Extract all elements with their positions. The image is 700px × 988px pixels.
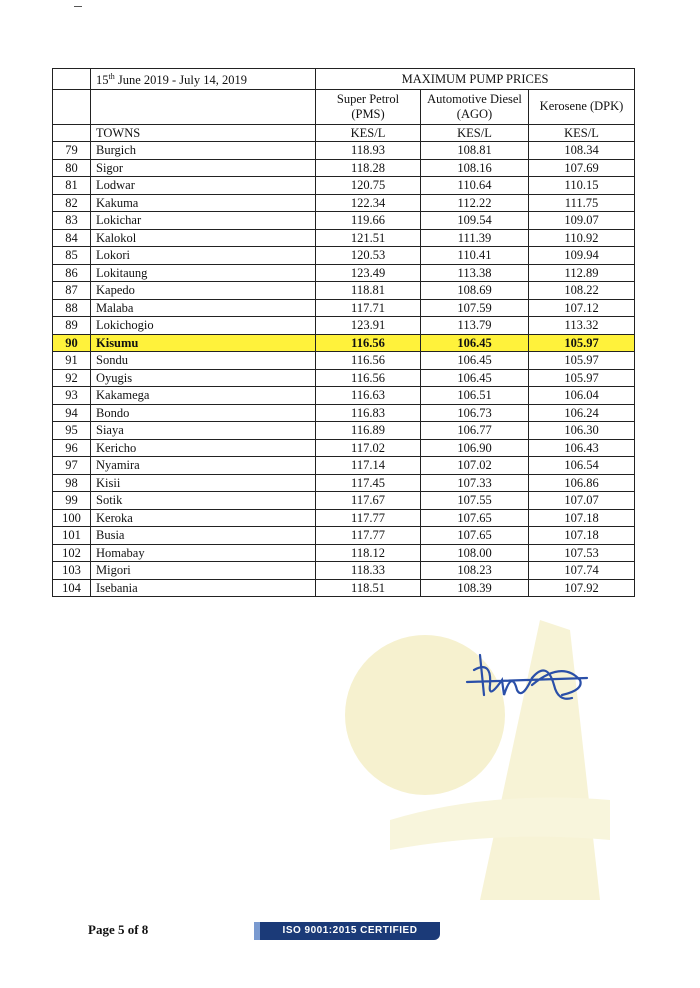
row-number: 84 (53, 229, 91, 247)
ago-price: 108.00 (421, 544, 529, 562)
header-row-period (53, 69, 635, 90)
dpk-price: 106.04 (529, 387, 635, 405)
table-row (53, 369, 635, 387)
ago-price: 108.16 (421, 159, 529, 177)
town-name: Lokichogio (91, 317, 316, 335)
town-name: Oyugis (91, 369, 316, 387)
ago-price: 107.65 (421, 509, 529, 527)
ago-price: 106.45 (421, 334, 529, 352)
dpk-price: 105.97 (529, 352, 635, 370)
pms-price: 116.89 (316, 422, 421, 440)
pms-price: 118.51 (316, 579, 421, 597)
pms-price: 123.91 (316, 317, 421, 335)
pms-price: 117.77 (316, 527, 421, 545)
watermark-logo-icon (330, 600, 630, 900)
row-number: 89 (53, 317, 91, 335)
town-name: Isebania (91, 579, 316, 597)
row-number: 85 (53, 247, 91, 265)
dpk-price: 110.92 (529, 229, 635, 247)
ago-price: 110.41 (421, 247, 529, 265)
row-number: 94 (53, 404, 91, 422)
table-row (53, 177, 635, 195)
ago-price: 106.77 (421, 422, 529, 440)
row-number: 81 (53, 177, 91, 195)
pms-price: 116.63 (316, 387, 421, 405)
dpk-price: 107.18 (529, 509, 635, 527)
dpk-price: 108.34 (529, 142, 635, 160)
ago-price: 107.59 (421, 299, 529, 317)
ago-price: 108.23 (421, 562, 529, 580)
town-name: Sigor (91, 159, 316, 177)
pms-price: 117.14 (316, 457, 421, 475)
ago-price: 107.55 (421, 492, 529, 510)
dpk-price: 107.69 (529, 159, 635, 177)
pms-price: 122.34 (316, 194, 421, 212)
row-number: 98 (53, 474, 91, 492)
table-row (53, 422, 635, 440)
dpk-price: 106.86 (529, 474, 635, 492)
pms-price: 117.67 (316, 492, 421, 510)
table-row (53, 282, 635, 300)
dpk-price: 109.07 (529, 212, 635, 230)
town-name: Migori (91, 562, 316, 580)
table-row (53, 509, 635, 527)
dpk-price: 107.18 (529, 527, 635, 545)
town-name: Lokichar (91, 212, 316, 230)
row-number: 95 (53, 422, 91, 440)
town-name: Lokori (91, 247, 316, 265)
table-row (53, 562, 635, 580)
price-rows (53, 142, 635, 597)
dpk-price: 109.94 (529, 247, 635, 265)
dpk-price: 108.22 (529, 282, 635, 300)
town-name: Bondo (91, 404, 316, 422)
header-row-fuels (53, 89, 635, 124)
table-row (53, 579, 635, 597)
row-number: 82 (53, 194, 91, 212)
pms-price: 118.81 (316, 282, 421, 300)
header-blank-cell (53, 69, 91, 90)
table-row (53, 299, 635, 317)
town-name: Kakamega (91, 387, 316, 405)
ago-price: 108.69 (421, 282, 529, 300)
maximum-pump-prices-heading: MAXIMUM PUMP PRICES (316, 69, 635, 90)
ago-price: 110.64 (421, 177, 529, 195)
kerosene-header: Kerosene (DPK) (529, 89, 635, 124)
town-name: Busia (91, 527, 316, 545)
table-row (53, 229, 635, 247)
dpk-unit: KES/L (529, 124, 635, 142)
dpk-price: 110.15 (529, 177, 635, 195)
table-row (53, 387, 635, 405)
ago-price: 106.90 (421, 439, 529, 457)
scan-mark (74, 6, 82, 7)
dpk-price: 107.12 (529, 299, 635, 317)
dpk-price: 106.30 (529, 422, 635, 440)
pms-price: 116.56 (316, 352, 421, 370)
town-name: Kisumu (91, 334, 316, 352)
header-blank-cell (91, 89, 316, 124)
row-number: 92 (53, 369, 91, 387)
dpk-price: 107.74 (529, 562, 635, 580)
pms-price: 116.56 (316, 334, 421, 352)
table-row (53, 527, 635, 545)
ago-price: 108.81 (421, 142, 529, 160)
row-number: 87 (53, 282, 91, 300)
row-number: 101 (53, 527, 91, 545)
dpk-price: 106.43 (529, 439, 635, 457)
row-number: 83 (53, 212, 91, 230)
pricing-period: 15th June 2019 - July 14, 2019 (91, 69, 316, 90)
dpk-price: 106.54 (529, 457, 635, 475)
row-number: 88 (53, 299, 91, 317)
pms-price: 118.28 (316, 159, 421, 177)
pms-price: 117.45 (316, 474, 421, 492)
pms-price: 118.12 (316, 544, 421, 562)
town-name: Kakuma (91, 194, 316, 212)
row-number: 80 (53, 159, 91, 177)
page-number: Page 5 of 8 (88, 922, 149, 937)
table-row (53, 439, 635, 457)
town-name: Lokitaung (91, 264, 316, 282)
ago-price: 111.39 (421, 229, 529, 247)
pump-prices-table (52, 68, 635, 597)
signature-icon (462, 640, 592, 720)
table-row (53, 457, 635, 475)
ago-price: 106.73 (421, 404, 529, 422)
table-row (53, 474, 635, 492)
ago-price: 107.02 (421, 457, 529, 475)
town-name: Sondu (91, 352, 316, 370)
row-number: 91 (53, 352, 91, 370)
dpk-price: 107.53 (529, 544, 635, 562)
table-row (53, 352, 635, 370)
row-number: 93 (53, 387, 91, 405)
table-row (53, 334, 635, 352)
row-number: 103 (53, 562, 91, 580)
pms-price: 116.83 (316, 404, 421, 422)
pms-price: 123.49 (316, 264, 421, 282)
table-row (53, 159, 635, 177)
town-name: Nyamira (91, 457, 316, 475)
row-number: 104 (53, 579, 91, 597)
town-name: Kapedo (91, 282, 316, 300)
ago-price: 109.54 (421, 212, 529, 230)
pms-unit: KES/L (316, 124, 421, 142)
table-row (53, 212, 635, 230)
town-name: Malaba (91, 299, 316, 317)
table-row (53, 142, 635, 160)
dpk-price: 113.32 (529, 317, 635, 335)
town-name: Lodwar (91, 177, 316, 195)
header-blank-cell (53, 124, 91, 142)
pms-price: 119.66 (316, 212, 421, 230)
ago-price: 107.33 (421, 474, 529, 492)
dpk-price: 112.89 (529, 264, 635, 282)
dpk-price: 107.07 (529, 492, 635, 510)
automotive-diesel-header: Automotive Diesel (AGO) (421, 89, 529, 124)
pms-price: 118.93 (316, 142, 421, 160)
row-number: 90 (53, 334, 91, 352)
town-name: Sotik (91, 492, 316, 510)
row-number: 79 (53, 142, 91, 160)
ago-price: 106.51 (421, 387, 529, 405)
pms-price: 116.56 (316, 369, 421, 387)
super-petrol-header: Super Petrol (PMS) (316, 89, 421, 124)
row-number: 97 (53, 457, 91, 475)
ago-price: 112.22 (421, 194, 529, 212)
table-row (53, 317, 635, 335)
dpk-price: 105.97 (529, 334, 635, 352)
town-name: Kalokol (91, 229, 316, 247)
ago-unit: KES/L (421, 124, 529, 142)
row-number: 96 (53, 439, 91, 457)
towns-header: TOWNS (91, 124, 316, 142)
header-row-units (53, 124, 635, 142)
ago-price: 113.79 (421, 317, 529, 335)
table-row (53, 194, 635, 212)
pms-price: 118.33 (316, 562, 421, 580)
row-number: 102 (53, 544, 91, 562)
iso-certification-badge: ISO 9001:2015 CERTIFIED (260, 922, 440, 940)
town-name: Kisii (91, 474, 316, 492)
dpk-price: 106.24 (529, 404, 635, 422)
ago-price: 113.38 (421, 264, 529, 282)
town-name: Keroka (91, 509, 316, 527)
table-row (53, 492, 635, 510)
pms-price: 120.53 (316, 247, 421, 265)
header-blank-cell (53, 89, 91, 124)
row-number: 99 (53, 492, 91, 510)
town-name: Burgich (91, 142, 316, 160)
table-row (53, 404, 635, 422)
pms-price: 117.71 (316, 299, 421, 317)
table-row (53, 264, 635, 282)
ago-price: 106.45 (421, 352, 529, 370)
pms-price: 120.75 (316, 177, 421, 195)
ago-price: 107.65 (421, 527, 529, 545)
dpk-price: 105.97 (529, 369, 635, 387)
pms-price: 117.02 (316, 439, 421, 457)
town-name: Homabay (91, 544, 316, 562)
pms-price: 121.51 (316, 229, 421, 247)
pms-price: 117.77 (316, 509, 421, 527)
town-name: Kericho (91, 439, 316, 457)
table-row (53, 247, 635, 265)
table-row (53, 544, 635, 562)
row-number: 100 (53, 509, 91, 527)
dpk-price: 107.92 (529, 579, 635, 597)
ago-price: 108.39 (421, 579, 529, 597)
dpk-price: 111.75 (529, 194, 635, 212)
row-number: 86 (53, 264, 91, 282)
town-name: Siaya (91, 422, 316, 440)
ago-price: 106.45 (421, 369, 529, 387)
